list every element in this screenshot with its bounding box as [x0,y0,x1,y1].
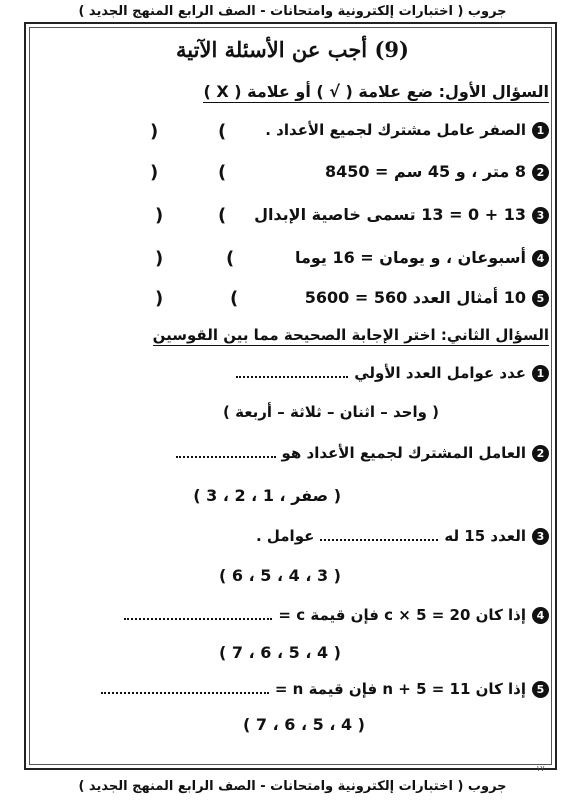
q2-item-4-choices: ( 4 ، 5 ، 6 ، 7 ) [219,643,341,662]
question-1-title: السؤال الأول: ضع علامة ( √ ) أو علامة ( X ) [203,82,549,101]
page-header: جروب ( اختبارات إلكترونية وامتحانات - الصف الرابع المنهج الجديد ) [78,4,507,19]
page-footer: جروب ( اختبارات إلكترونية وامتحانات - الصف الرابع المنهج الجديد ) [78,779,507,794]
q2-item-2 [170,444,549,462]
q2-item-1 [230,364,549,382]
item-text: إذا كان 20 = 5 × c فإن قيمة c = [278,606,526,624]
item-after: عوامل . [255,527,315,545]
item-text: أسبوعان ، و يومان = 16 يوما [294,248,526,267]
item-number: 1 [532,365,549,382]
item-number: 2 [532,445,549,462]
q2-item-5 [95,680,549,698]
question-2-title: السؤال الثاني: اختر الإجابة الصحيحة مما بين القوسين [152,326,549,344]
q1-item-5 [305,288,549,307]
q2-item-3-choices: ( 3 ، 4 ، 5 ، 6 ) [219,566,341,585]
answer-blank[interactable] [236,366,348,378]
page-number: ١٧ [536,764,545,773]
item-number: 1 [532,122,549,139]
item-text: العدد 15 له [444,527,526,545]
item-text: الصفر عامل مشترك لجميع الأعداد . [265,121,526,139]
item-text: عدد عوامل العدد الأولي [354,364,526,382]
item-number: 4 [532,607,549,624]
answer-paren: ( [226,248,235,269]
item-text: 8 متر ، و 45 سم = 8450 [324,162,526,181]
answer-paren: ) [150,162,159,183]
answer-paren: ( [218,162,227,183]
item-text: العامل المشترك لجميع الأعداد هو [281,444,526,462]
answer-blank[interactable] [101,682,269,694]
q2-item-3 [256,527,549,545]
answer-paren: ( [218,205,227,226]
q1-item-2 [325,162,549,181]
item-number: 2 [532,164,549,181]
answer-blank[interactable] [320,529,438,541]
q2-item-5-choices: ( 4 ، 5 ، 6 ، 7 ) [243,715,365,734]
q1-item-3 [254,205,549,224]
q2-item-4 [118,606,549,624]
item-text: 10 أمثال العدد 560 = 5600 [304,288,526,307]
page-title: (9) أجب عن الأسئلة الآتية [176,37,409,62]
answer-paren: ( [230,288,239,309]
answer-paren: ) [150,121,159,142]
answer-paren: ) [155,248,164,269]
answer-blank[interactable] [124,608,272,620]
answer-paren: ( [218,121,227,142]
q1-item-1 [265,121,549,139]
item-text: 13 + 0 = 13 تسمى خاصية الإبدال [254,205,526,224]
q2-item-1-choices: ( واحد – اثنان – ثلاثة – أربعة ) [223,403,439,421]
answer-paren: ) [155,288,164,309]
q1-item-4 [295,248,549,267]
item-number: 5 [532,290,549,307]
answer-paren: ) [155,205,164,226]
item-number: 3 [532,207,549,224]
item-number: 3 [532,528,549,545]
item-number: 4 [532,250,549,267]
q2-item-2-choices: ( صفر ، 1 ، 2 ، 3 ) [193,486,341,505]
answer-blank[interactable] [176,446,276,458]
item-text: إذا كان n + 5 = 11 فإن قيمة n = [274,680,526,698]
item-number: 5 [532,681,549,698]
